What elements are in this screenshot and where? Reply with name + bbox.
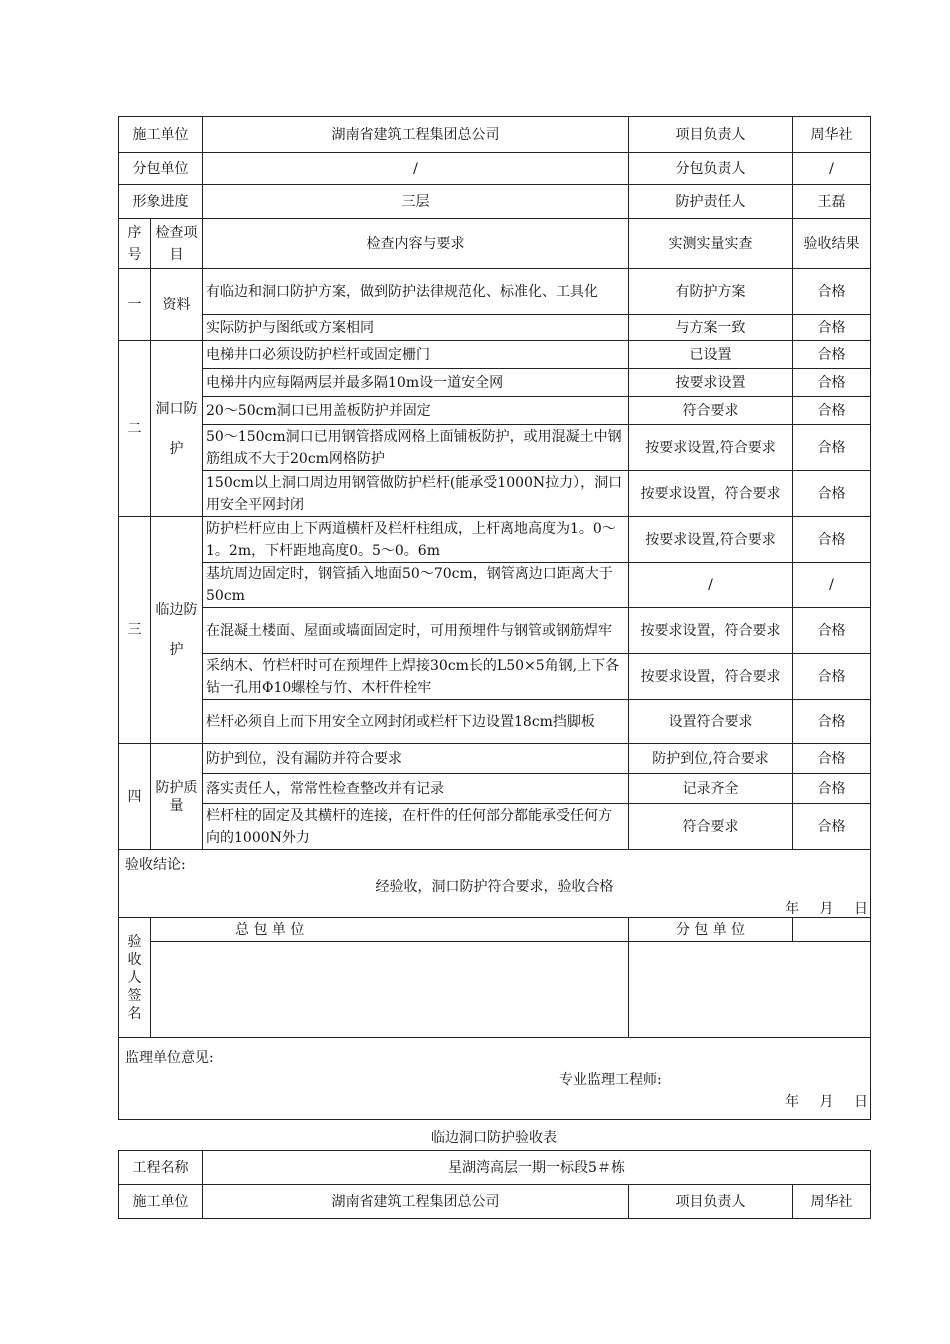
protection-manager-label: 防护责任人 [629, 185, 793, 219]
check-measured: 按要求设置，符合要求 [629, 608, 793, 654]
second-construction-unit-value: 湖南省建筑工程集团总公司 [203, 1185, 629, 1219]
col-header-measured: 实测实量实查 [629, 219, 793, 269]
check-content: 栏杆必须自上而下用安全立网封闭或栏杆下边设置18cm挡脚板 [203, 700, 629, 744]
check-content: 防护栏杆应由上下两道横杆及栏杆柱组成，上杆离地高度为1。0～1。2m，下杆距地高度0。5～0。6m [203, 517, 629, 563]
construction-unit-value: 湖南省建筑工程集团总公司 [203, 117, 629, 153]
subcontract-manager-label: 分包负责人 [629, 153, 793, 185]
check-measured: 按要求设置，符合要求 [629, 471, 793, 517]
project-name-label: 工程名称 [119, 1151, 203, 1185]
check-result: 合格 [793, 654, 871, 700]
check-content: 在混凝土楼面、屋面或墙面固定时，可用预埋件与钢管或钢筋焊牢 [203, 608, 629, 654]
check-measured: / [629, 563, 793, 608]
inspection-form-table [118, 116, 871, 1120]
subcontractor-text: 分 包 单 位 [675, 921, 746, 938]
col-header-item: 检查项目 [151, 219, 203, 269]
supervision-engineer: 专业监理工程师: [559, 1071, 662, 1088]
progress-label: 形象进度 [119, 185, 203, 219]
check-result: 合格 [793, 425, 871, 471]
section-item: 临边防护 [151, 517, 203, 744]
col-header-seq: 序号 [119, 219, 151, 269]
section-seq: 一 [119, 269, 151, 341]
check-result: 合格 [793, 804, 871, 850]
check-result: 合格 [793, 369, 871, 397]
check-result: 合格 [793, 315, 871, 341]
check-content: 采纳木、竹栏杆时可在预埋件上焊接30cm长的L50×5角钢,上下各钻一孔用Φ10螺栓与竹、木杆件栓牢 [203, 654, 629, 700]
check-result: 合格 [793, 774, 871, 804]
general-contractor-label [151, 918, 629, 942]
supervision-label: 监理单位意见: [125, 1049, 214, 1066]
general-contractor-signature-area [151, 942, 629, 1038]
col-header-content: 检查内容与要求 [203, 219, 629, 269]
check-measured: 按要求设置 [629, 369, 793, 397]
check-result: 合格 [793, 700, 871, 744]
section-item: 洞口防护 [151, 341, 203, 517]
section-seq: 四 [119, 744, 151, 850]
subcontract-manager-value: / [793, 153, 871, 185]
conclusion-date: 年 月 日 [785, 900, 868, 917]
subcontractor-signature-area [629, 942, 871, 1038]
section-item: 防护质量 [151, 744, 203, 850]
check-result: 合格 [793, 471, 871, 517]
signature-blank [793, 918, 871, 942]
section-seq: 二 [119, 341, 151, 517]
second-construction-unit-label: 施工单位 [119, 1185, 203, 1219]
supervision-date: 年 月 日 [785, 1093, 868, 1110]
check-measured: 按要求设置,符合要求 [629, 517, 793, 563]
general-contractor-text: 总 包 单 位 [235, 921, 305, 938]
check-content: 电梯井内应每隔两层并最多隔10m设一道安全网 [203, 369, 629, 397]
second-form-title: 临边洞口防护验收表 [431, 1130, 557, 1146]
subcontractor-label [629, 918, 793, 942]
check-result: 合格 [793, 341, 871, 369]
protection-manager-value: 王磊 [793, 185, 871, 219]
check-measured: 按要求设置,符合要求 [629, 425, 793, 471]
check-content: 20～50cm洞口已用盖板防护并固定 [203, 397, 629, 425]
second-project-manager-value: 周华社 [793, 1185, 871, 1219]
check-measured: 防护到位,符合要求 [629, 744, 793, 774]
project-name-value: 星湖湾高层一期一标段5＃栋 [203, 1151, 871, 1185]
signature-label: 验收人签名 [119, 918, 151, 1038]
check-content: 基坑周边固定时，钢管插入地面50～70cm，钢管离边口距离大于50cm [203, 563, 629, 608]
check-content: 栏杆柱的固定及其横杆的连接，在杆件的任何部分都能承受任何方向的1000N外力 [203, 804, 629, 850]
check-measured: 设置符合要求 [629, 700, 793, 744]
col-header-result: 验收结果 [793, 219, 871, 269]
second-form-table [118, 1150, 871, 1219]
check-result: 合格 [793, 608, 871, 654]
check-content: 有临边和洞口防护方案，做到防护法律规范化、标准化、工具化 [203, 269, 629, 315]
section-item: 资料 [151, 269, 203, 341]
check-content: 50～150cm洞口已用钢管搭成网格上面铺板防护，或用混凝土中钢筋组成不大于20cm网格防护 [203, 425, 629, 471]
check-content: 150cm以上洞口周边用钢管做防护栏杆(能承受1000N拉力），洞口用安全平网封闭 [203, 471, 629, 517]
check-measured: 记录齐全 [629, 774, 793, 804]
project-manager-value: 周华社 [793, 117, 871, 153]
progress-value: 三层 [203, 185, 629, 219]
conclusion-cell [119, 850, 871, 918]
conclusion-text: 经验收，洞口防护符合要求，验收合格 [375, 878, 614, 895]
check-content: 防护到位，没有漏防并符合要求 [203, 744, 629, 774]
check-measured: 有防护方案 [629, 269, 793, 315]
check-measured: 符合要求 [629, 397, 793, 425]
check-measured: 与方案一致 [629, 315, 793, 341]
subcontract-unit-label: 分包单位 [119, 153, 203, 185]
supervision-cell [119, 1038, 871, 1120]
project-manager-label: 项目负责人 [629, 117, 793, 153]
check-content: 落实责任人，常常性检查整改并有记录 [203, 774, 629, 804]
check-result: 合格 [793, 744, 871, 774]
second-project-manager-label: 项目负责人 [629, 1185, 793, 1219]
check-content: 实际防护与图纸或方案相同 [203, 315, 629, 341]
check-measured: 符合要求 [629, 804, 793, 850]
check-result: 合格 [793, 517, 871, 563]
check-result: / [793, 563, 871, 608]
check-measured: 按要求设置，符合要求 [629, 654, 793, 700]
section-seq: 三 [119, 517, 151, 744]
check-content: 电梯井口必须设防护栏杆或固定栅门 [203, 341, 629, 369]
construction-unit-label: 施工单位 [119, 117, 203, 153]
subcontract-unit-value: / [203, 153, 629, 185]
check-measured: 已设置 [629, 341, 793, 369]
check-result: 合格 [793, 397, 871, 425]
conclusion-label: 验收结论: [125, 856, 186, 873]
check-result: 合格 [793, 269, 871, 315]
